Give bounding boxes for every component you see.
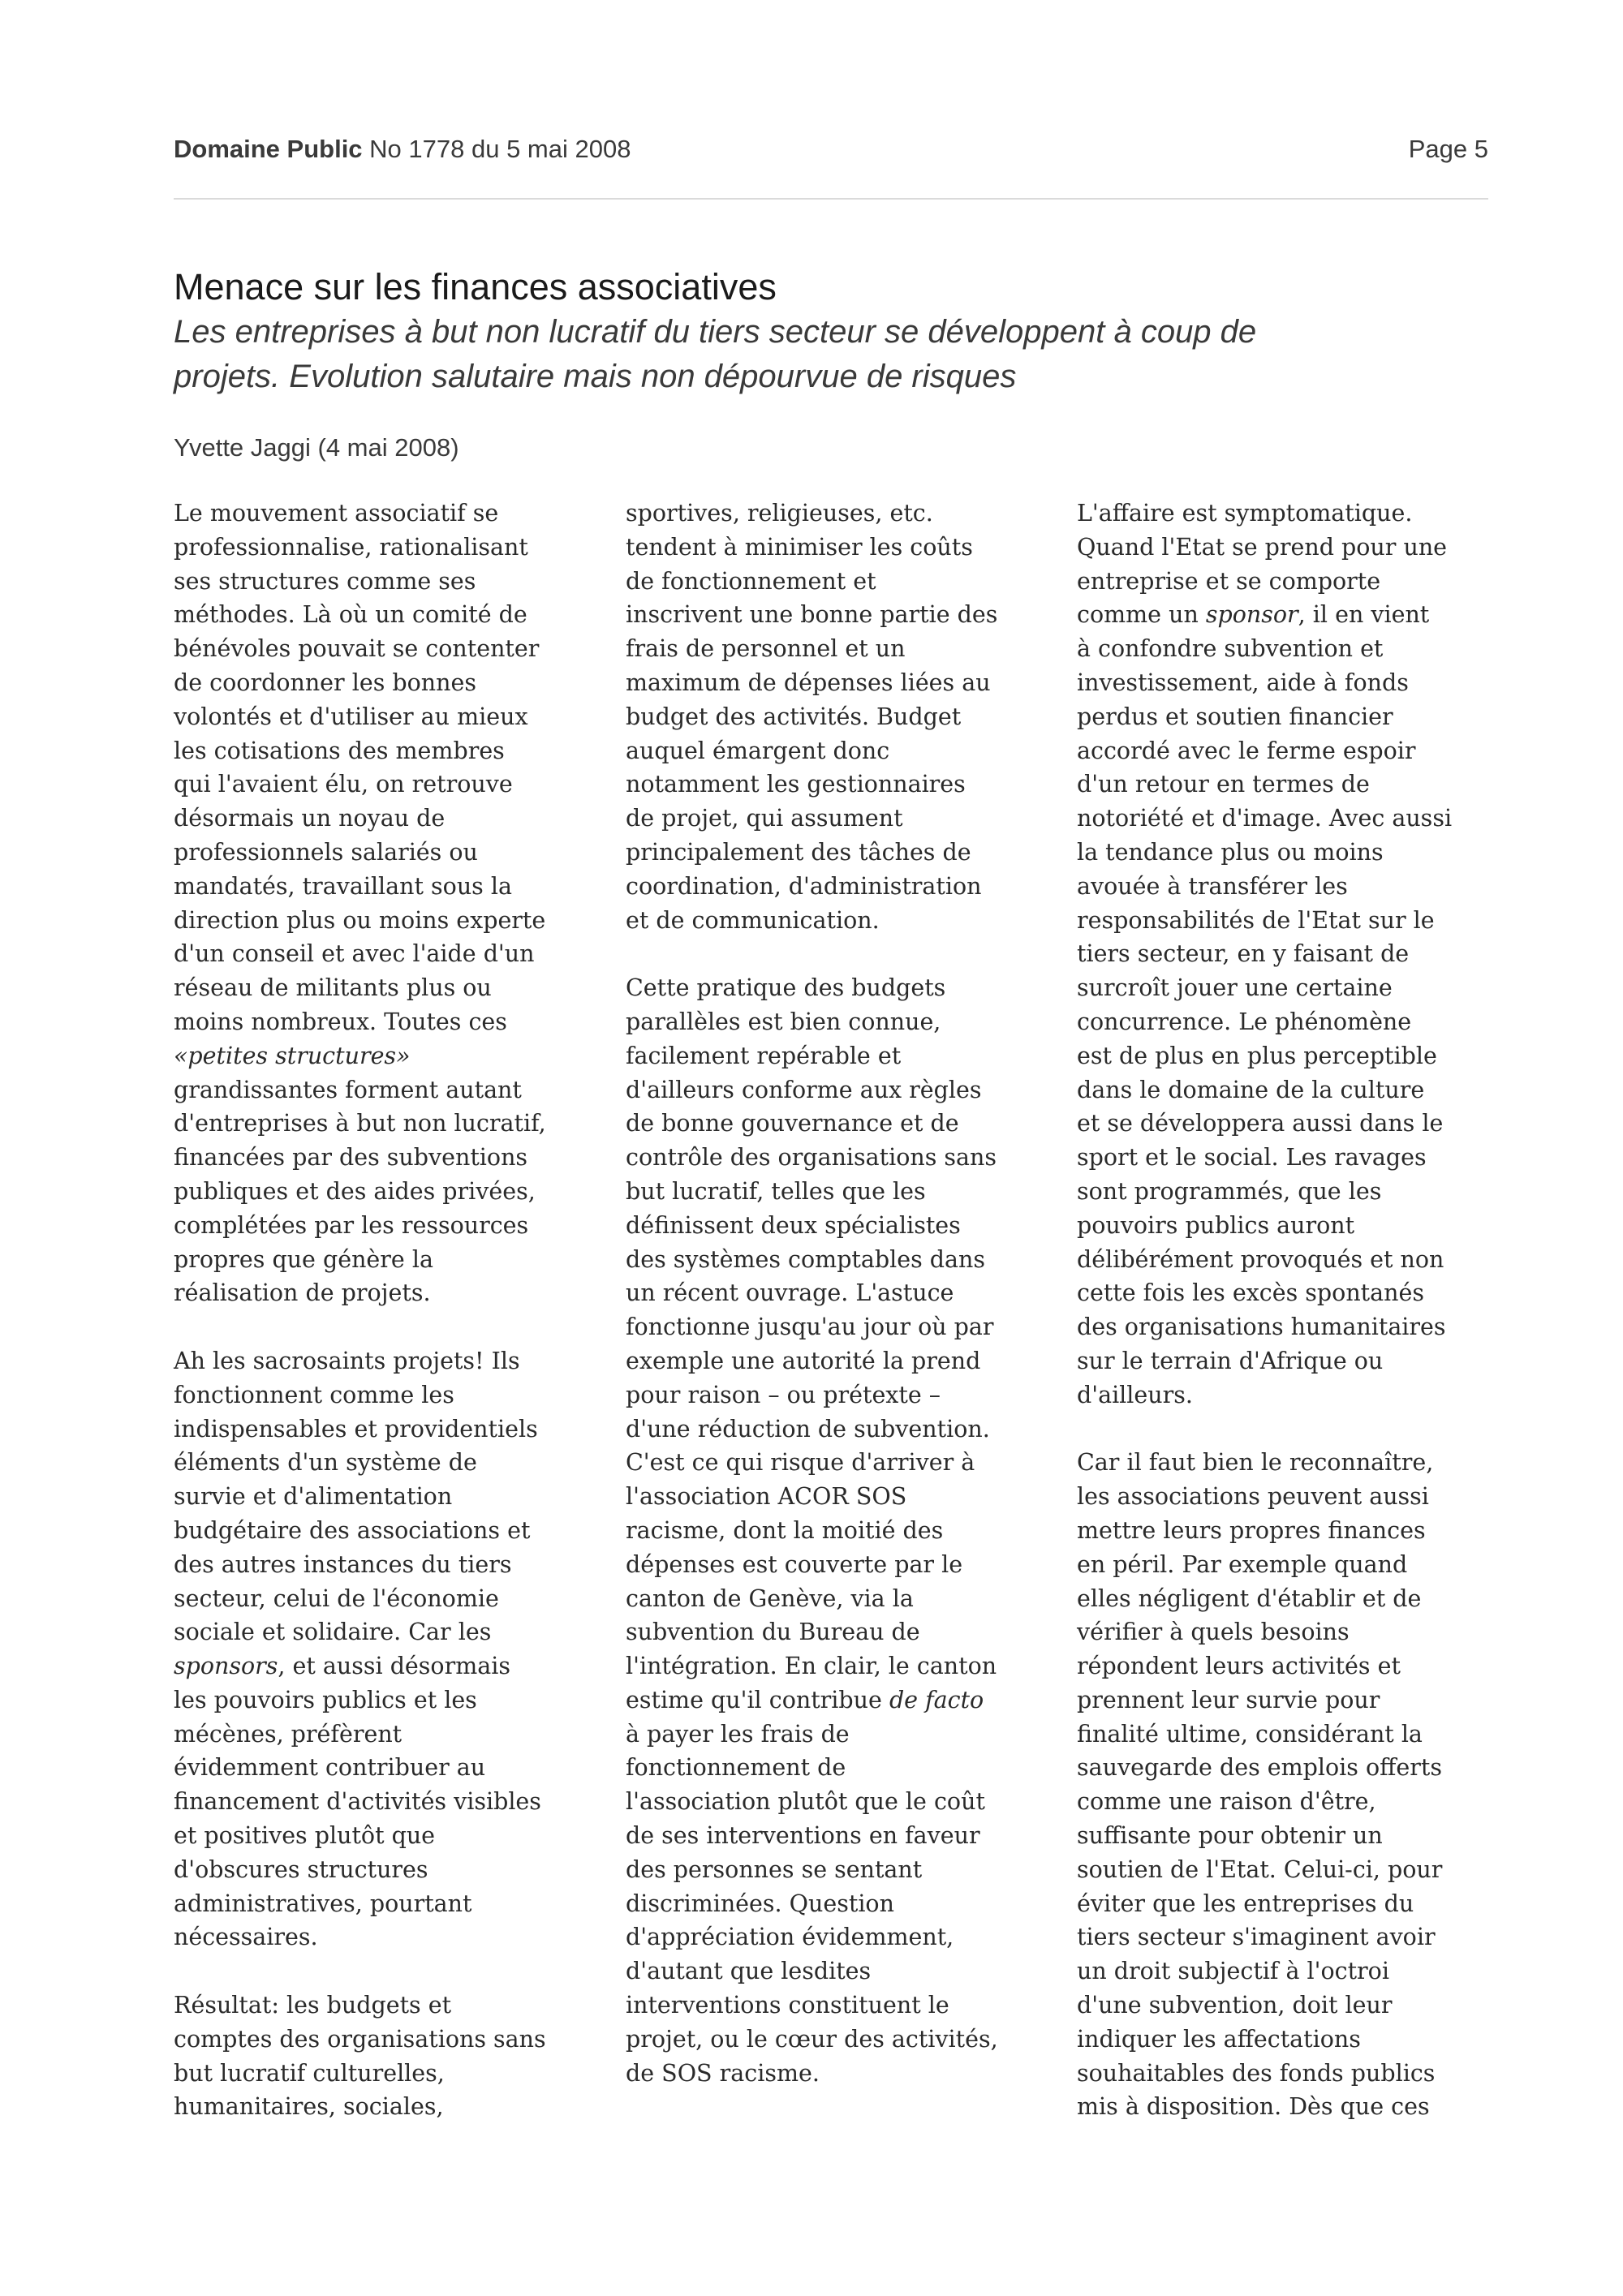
text-line: budgétaire des associations et bbox=[174, 1516, 531, 1544]
text-fragment: estime qu'il contribue bbox=[626, 1686, 889, 1713]
text-line: notoriété et d'image. Avec aussi bbox=[1077, 805, 1453, 832]
text-line: des systèmes comptables dans bbox=[626, 1245, 986, 1273]
text-line: sportives, religieuses, etc. bbox=[626, 500, 933, 527]
text-line bbox=[626, 1683, 1064, 1718]
text-line: inscrivent une bonne partie des bbox=[626, 601, 998, 629]
text-line: désormais un noyau de bbox=[174, 805, 446, 832]
text-line: propres que génère la bbox=[174, 1245, 433, 1273]
text-line: frais de personnel et un bbox=[626, 635, 906, 663]
paragraph bbox=[626, 497, 1064, 937]
text-line: tiers secteur, en y faisant de bbox=[1077, 940, 1410, 968]
italic-phrase: «petites structures» bbox=[174, 1042, 411, 1069]
text-line: méthodes. Là où un comité de bbox=[174, 601, 527, 629]
article-subtitle bbox=[174, 310, 1488, 399]
text-line: d'obscures structures bbox=[174, 1855, 428, 1883]
article-column-2 bbox=[626, 497, 1064, 2090]
text-line: réseau de militants plus ou bbox=[174, 974, 492, 1002]
text-line: humanitaires, sociales, bbox=[174, 2093, 444, 2121]
italic-word: sponsor bbox=[1205, 601, 1298, 629]
text-line: tiers secteur s'imaginent avoir bbox=[1077, 1924, 1436, 1951]
text-line: grandissantes forment autant bbox=[174, 1076, 522, 1103]
text-line: interventions constituent le bbox=[626, 1992, 949, 2019]
text-line: publiques et des aides privées, bbox=[174, 1177, 536, 1205]
text-line: perdus et soutien financier bbox=[1077, 703, 1393, 730]
text-line: éléments d'un système de bbox=[174, 1449, 477, 1477]
text-line: d'une subvention, doit leur bbox=[1077, 1992, 1393, 2019]
text-line: dans le domaine de la culture bbox=[1077, 1076, 1425, 1103]
text-line: mis à disposition. Dès que ces bbox=[1077, 2093, 1430, 2121]
paragraph bbox=[174, 497, 612, 1310]
text-line: Quand l'Etat se prend pour une bbox=[1077, 533, 1448, 561]
text-line: la tendance plus ou moins bbox=[1077, 838, 1384, 866]
text-line: pouvoirs publics auront bbox=[1077, 1211, 1355, 1239]
text-line: sur le terrain d'Afrique ou bbox=[1077, 1347, 1384, 1374]
text-fragment: comme un bbox=[1077, 601, 1206, 629]
text-line: sport et le social. Les ravages bbox=[1077, 1144, 1427, 1172]
text-line: exemple une autorité la prend bbox=[626, 1347, 981, 1374]
text-line: de coordonner les bonnes bbox=[174, 669, 477, 696]
text-line: direction plus ou moins experte bbox=[174, 906, 546, 934]
text-line: de projet, qui assument bbox=[626, 805, 903, 832]
text-line: notamment les gestionnaires bbox=[626, 771, 966, 798]
text-line: un droit subjectif à l'octroi bbox=[1077, 1958, 1389, 1985]
text-line: discriminées. Question bbox=[626, 1890, 894, 1917]
subtitle-line: Les entreprises à but non lucratif du tiers secteur se développent à coup de bbox=[174, 314, 1257, 350]
text-line: de fonctionnement et bbox=[626, 567, 876, 595]
text-line: elles négligent d'établir et de bbox=[1077, 1584, 1422, 1612]
text-line: parallèles est bien connue, bbox=[626, 1008, 941, 1035]
article-byline: Yvette Jaggi (4 mai 2008) bbox=[174, 433, 459, 462]
text-line: racisme, dont la moitié des bbox=[626, 1516, 944, 1544]
text-line: des organisations humanitaires bbox=[1077, 1314, 1446, 1341]
text-line: définissent deux spécialistes bbox=[626, 1211, 961, 1239]
text-line: concurrence. Le phénomène bbox=[1077, 1008, 1412, 1035]
text-line: éviter que les entreprises du bbox=[1077, 1890, 1414, 1917]
text-line: professionnels salariés ou bbox=[174, 838, 478, 866]
text-line: administratives, pourtant bbox=[174, 1890, 472, 1917]
text-line: surcroît jouer une certaine bbox=[1077, 974, 1393, 1002]
text-line: budget des activités. Budget bbox=[626, 703, 962, 730]
text-line: réalisation de projets. bbox=[174, 1279, 431, 1307]
text-line: qui l'avaient élu, on retrouve bbox=[174, 771, 513, 798]
text-line: principalement des tâches de bbox=[626, 838, 971, 866]
text-line: l'association plutôt que le coût bbox=[626, 1788, 985, 1816]
text-line: et positives plutôt que bbox=[174, 1822, 436, 1850]
text-line: les cotisations des membres bbox=[174, 737, 505, 764]
text-line: financement d'activités visibles bbox=[174, 1788, 541, 1816]
text-line: Ah les sacrosaints projets! Ils bbox=[174, 1347, 520, 1374]
text-line: sont programmés, que les bbox=[1077, 1177, 1382, 1205]
text-line: accordé avec le ferme espoir bbox=[1077, 737, 1416, 764]
text-line: Car il faut bien le reconnaître, bbox=[1077, 1449, 1434, 1477]
text-line: et de communication. bbox=[626, 906, 880, 934]
text-line: indispensables et providentiels bbox=[174, 1415, 538, 1443]
italic-phrase: de facto bbox=[889, 1686, 984, 1713]
text-line: indiquer les affectations bbox=[1077, 2025, 1361, 2053]
text-line: responsabilités de l'Etat sur le bbox=[1077, 906, 1435, 934]
text-line: ses structures comme ses bbox=[174, 567, 476, 595]
text-line: de ses interventions en faveur bbox=[626, 1822, 980, 1850]
text-line: mandatés, travaillant sous la bbox=[174, 872, 512, 900]
text-line: d'une réduction de subvention. bbox=[626, 1415, 990, 1443]
text-line: évidemment contribuer au bbox=[174, 1754, 486, 1782]
text-line: survie et d'alimentation bbox=[174, 1483, 453, 1511]
text-line: de bonne gouvernance et de bbox=[626, 1110, 959, 1137]
text-line: de SOS racisme. bbox=[626, 2059, 820, 2087]
text-line: à payer les frais de bbox=[626, 1720, 850, 1748]
text-line: répondent leurs activités et bbox=[1077, 1653, 1401, 1680]
text-line: investissement, aide à fonds bbox=[1077, 669, 1409, 696]
text-line: fonctionnent comme les bbox=[174, 1381, 454, 1408]
text-line: des autres instances du tiers bbox=[174, 1550, 512, 1578]
text-line: but lucratif culturelles, bbox=[174, 2059, 445, 2087]
paragraph bbox=[174, 1989, 612, 2124]
text-line: en péril. Par exemple quand bbox=[1077, 1550, 1408, 1578]
text-line: facilement repérable et bbox=[626, 1042, 902, 1069]
text-line: L'affaire est symptomatique. bbox=[1077, 500, 1413, 527]
text-line: avouée à transférer les bbox=[1077, 872, 1348, 900]
paragraph bbox=[1077, 1446, 1515, 2124]
text-line: secteur, celui de l'économie bbox=[174, 1584, 499, 1612]
text-line: cette fois les excès spontanés bbox=[1077, 1279, 1424, 1307]
paragraph bbox=[174, 1344, 612, 1954]
text-line: volontés et d'utiliser au mieux bbox=[174, 703, 528, 730]
text-line: les pouvoirs publics et les bbox=[174, 1686, 477, 1713]
text-line: un récent ouvrage. L'astuce bbox=[626, 1279, 954, 1307]
text-line: moins nombreux. Toutes ces bbox=[174, 1008, 507, 1035]
page-header bbox=[174, 135, 1488, 170]
subtitle-line: projets. Evolution salutaire mais non dépourvue de risques bbox=[174, 359, 1017, 394]
text-line: maximum de dépenses liées au bbox=[626, 669, 991, 696]
text-line: contrôle des organisations sans bbox=[626, 1144, 997, 1172]
text-line bbox=[174, 1039, 612, 1073]
text-line: dépenses est couverte par le bbox=[626, 1550, 963, 1578]
text-line: l'intégration. En clair, le canton bbox=[626, 1653, 997, 1680]
text-line: fonctionne jusqu'au jour où par bbox=[626, 1314, 994, 1341]
text-line: tendent à minimiser les coûts bbox=[626, 533, 973, 561]
paragraph bbox=[1077, 497, 1515, 1412]
paragraph bbox=[626, 971, 1064, 2090]
text-line: but lucratif, telles que les bbox=[626, 1177, 926, 1205]
text-line: Le mouvement associatif se bbox=[174, 500, 499, 527]
text-line: coordination, d'administration bbox=[626, 872, 982, 900]
text-line: canton de Genève, via la bbox=[626, 1584, 914, 1612]
text-line: fonctionnement de bbox=[626, 1754, 846, 1782]
text-line: mettre leurs propres finances bbox=[1077, 1516, 1426, 1544]
text-line: délibérément provoqués et non bbox=[1077, 1245, 1444, 1273]
article-column-1 bbox=[174, 497, 612, 2124]
text-line: des personnes se sentant bbox=[626, 1855, 923, 1883]
text-line: professionnalise, rationalisant bbox=[174, 533, 528, 561]
text-line: prennent leur survie pour bbox=[1077, 1686, 1380, 1713]
text-line: entreprise et se comporte bbox=[1077, 567, 1381, 595]
text-line: d'un conseil et avec l'aide d'un bbox=[174, 940, 535, 968]
text-line: subvention du Bureau de bbox=[626, 1619, 920, 1646]
text-line: d'appréciation évidemment, bbox=[626, 1924, 954, 1951]
page-number: Page 5 bbox=[1408, 135, 1488, 163]
text-line: nécessaires. bbox=[174, 1924, 318, 1951]
italic-word: sponsors bbox=[174, 1653, 278, 1680]
text-line: les associations peuvent aussi bbox=[1077, 1483, 1429, 1511]
text-line: financées par des subventions bbox=[174, 1144, 528, 1172]
text-line: vérifier à quels besoins bbox=[1077, 1619, 1350, 1646]
text-line: et se développera aussi dans le bbox=[1077, 1110, 1444, 1137]
text-line: à confondre subvention et bbox=[1077, 635, 1384, 663]
text-line: bénévoles pouvait se contenter bbox=[174, 635, 540, 663]
text-line: d'un retour en termes de bbox=[1077, 771, 1370, 798]
text-line bbox=[1077, 598, 1515, 632]
text-line: est de plus en plus perceptible bbox=[1077, 1042, 1437, 1069]
text-line: d'ailleurs conforme aux règles bbox=[626, 1076, 982, 1103]
text-line: projet, ou le cœur des activités, bbox=[626, 2025, 998, 2053]
text-line: d'entreprises à but non lucratif, bbox=[174, 1110, 546, 1137]
text-line: d'ailleurs. bbox=[1077, 1381, 1193, 1408]
article-title: Menace sur les finances associatives bbox=[174, 266, 777, 307]
text-line: comme une raison d'être, bbox=[1077, 1788, 1376, 1816]
article-column-3 bbox=[1077, 497, 1515, 2124]
text-line: pour raison – ou prétexte – bbox=[626, 1381, 941, 1408]
issue-info: No 1778 du 5 mai 2008 bbox=[369, 135, 631, 163]
text-line: l'association ACOR SOS bbox=[626, 1483, 907, 1511]
text-line: Cette pratique des budgets bbox=[626, 974, 946, 1002]
text-line: d'autant que lesdites bbox=[626, 1958, 872, 1985]
text-line: sociale et solidaire. Car les bbox=[174, 1619, 492, 1646]
text-line: sauvegarde des emplois offerts bbox=[1077, 1754, 1442, 1782]
text-line bbox=[174, 1649, 612, 1683]
text-line: soutien de l'Etat. Celui-ci, pour bbox=[1077, 1855, 1443, 1883]
publication-name: Domaine Public bbox=[174, 135, 363, 163]
text-line: C'est ce qui risque d'arriver à bbox=[626, 1449, 975, 1477]
text-fragment: , et aussi désormais bbox=[278, 1653, 510, 1680]
text-line: souhaitables des fonds publics bbox=[1077, 2059, 1436, 2087]
text-fragment: , il en vient bbox=[1298, 601, 1430, 629]
text-line: finalité ultime, considérant la bbox=[1077, 1720, 1423, 1748]
text-line: complétées par les ressources bbox=[174, 1211, 529, 1239]
text-line: auquel émargent donc bbox=[626, 737, 890, 764]
text-line: suffisante pour obtenir un bbox=[1077, 1822, 1383, 1850]
text-line: Résultat: les budgets et bbox=[174, 1992, 452, 2019]
header-divider bbox=[174, 198, 1488, 200]
text-line: comptes des organisations sans bbox=[174, 2025, 546, 2053]
text-line: mécènes, préfèrent bbox=[174, 1720, 403, 1748]
